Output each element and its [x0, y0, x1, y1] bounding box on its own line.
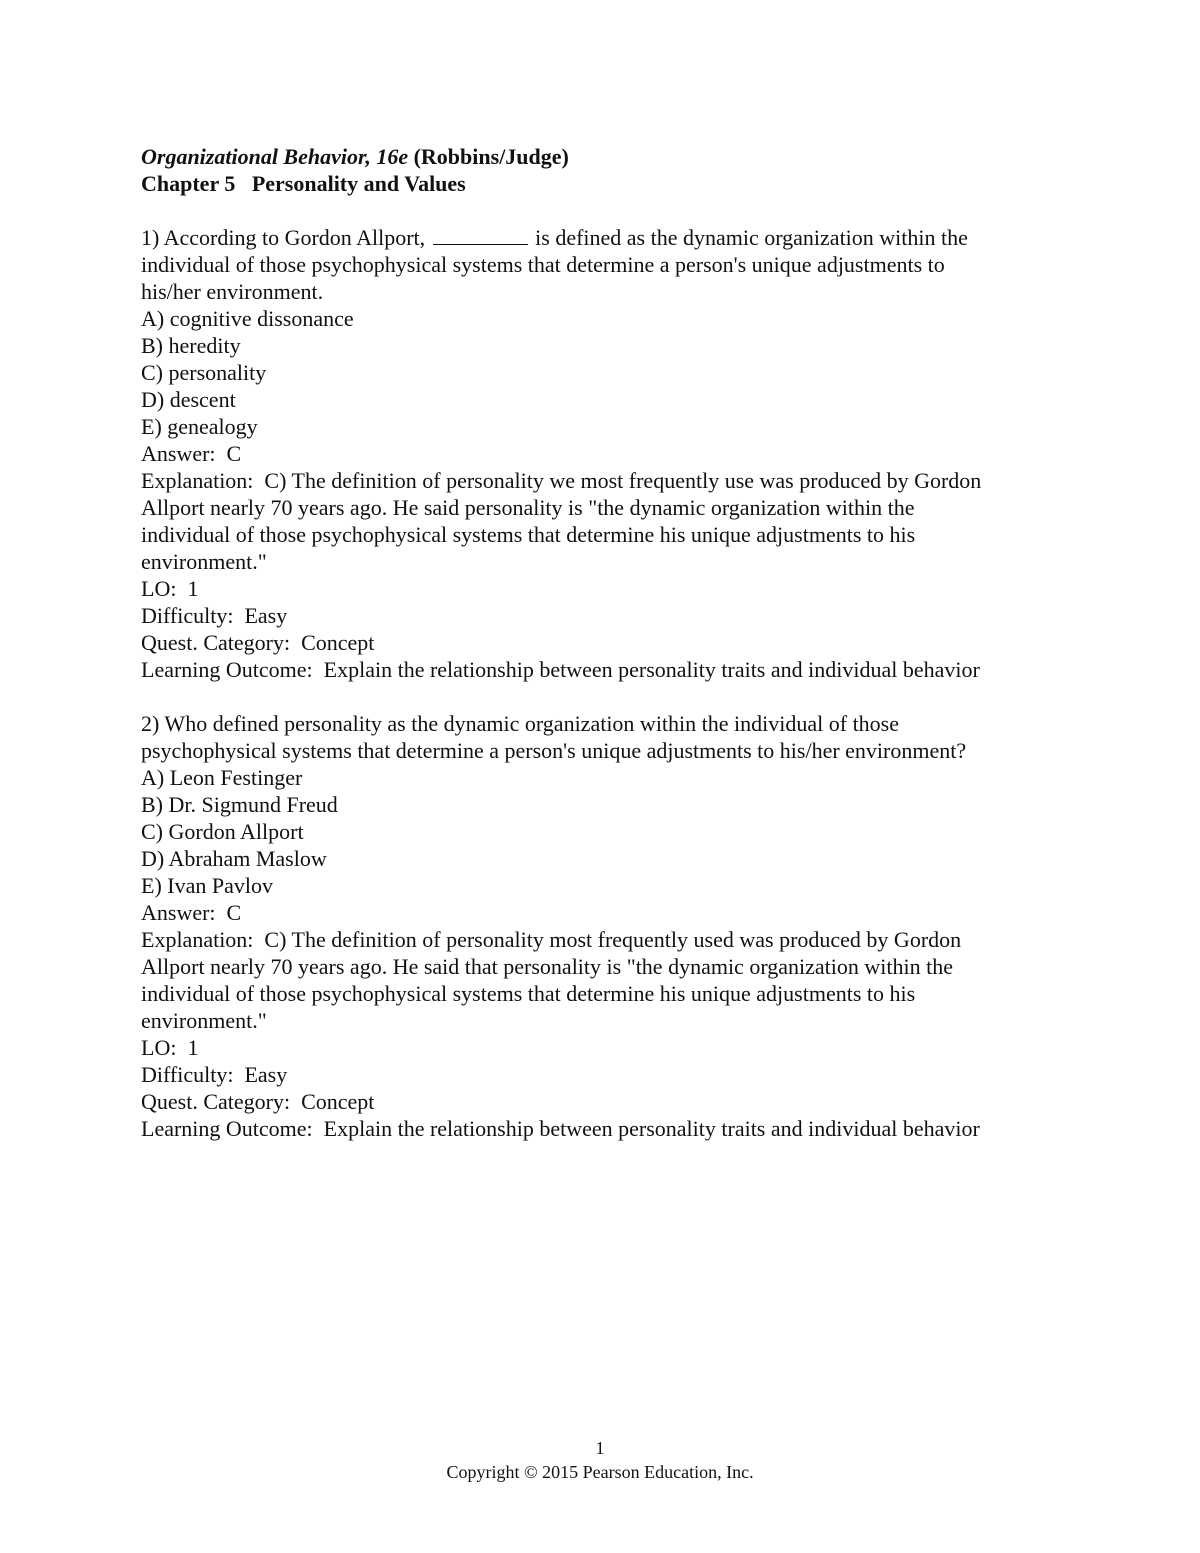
question-1-category: Quest. Category: Concept [141, 630, 375, 655]
question-2-category: Quest. Category: Concept [141, 1089, 375, 1114]
question-1-option-e: E) genealogy [141, 414, 258, 439]
copyright-notice: Copyright © 2015 Pearson Education, Inc. [446, 1462, 754, 1482]
question-2-lo: LO: 1 [141, 1035, 199, 1060]
question-1-learning-outcome: Learning Outcome: Explain the relationship between personality traits and individual behavior [141, 657, 980, 682]
chapter-title: Chapter 5 Personality and Values [141, 171, 466, 196]
question-1-stem-before-blank: 1) According to Gordon Allport, [141, 225, 426, 250]
page-number: 1 [595, 1438, 605, 1458]
question-2-explanation-line: individual of those psychophysical systems that determine his unique adjustments to his [141, 981, 916, 1006]
question-1-option-c: C) personality [141, 360, 267, 385]
book-authors: (Robbins/Judge) [413, 144, 569, 169]
question-1-explanation-line: Allport nearly 70 years ago. He said personality is "the dynamic organization within the [141, 495, 915, 520]
spacer [141, 683, 1071, 710]
question-1-stem-line: individual of those psychophysical systems that determine a person's unique adjustments to [141, 252, 945, 277]
spacer [141, 197, 1071, 224]
question-1-explanation-line: Explanation: C) The definition of personality we most frequently use was produced by Gordon [141, 468, 982, 493]
question-2 [141, 710, 1071, 1142]
question-2-option-e: E) Ivan Pavlov [141, 873, 273, 898]
page-content [141, 143, 1071, 1142]
question-1-stem-after-blank: is defined as the dynamic organization within the [535, 225, 968, 250]
question-1-difficulty: Difficulty: Easy [141, 603, 288, 628]
question-1-stem-first-line [141, 224, 1071, 251]
question-2-option-b: B) Dr. Sigmund Freud [141, 792, 338, 817]
question-2-option-a: A) Leon Festinger [141, 765, 303, 790]
question-2-learning-outcome: Learning Outcome: Explain the relationship between personality traits and individual behavior [141, 1116, 980, 1141]
question-1-explanation-line: individual of those psychophysical systems that determine his unique adjustments to his [141, 522, 916, 547]
question-1-lo: LO: 1 [141, 576, 199, 601]
question-2-explanation-line: Allport nearly 70 years ago. He said that personality is "the dynamic organization within the [141, 954, 953, 979]
question-1-explanation-line: environment." [141, 549, 267, 574]
question-1-stem-line: his/her environment. [141, 279, 324, 304]
question-1 [141, 224, 1071, 683]
book-title: Organizational Behavior, 16e [141, 144, 409, 169]
question-2-option-c: C) Gordon Allport [141, 819, 304, 844]
question-1-option-d: D) descent [141, 387, 236, 412]
question-2-stem-line: 2) Who defined personality as the dynamic organization within the individual of those [141, 711, 900, 736]
answer-blank [433, 226, 528, 245]
question-2-stem-line: psychophysical systems that determine a person's unique adjustments to his/her environment? [141, 738, 967, 763]
question-1-answer: Answer: C [141, 441, 242, 466]
question-2-explanation-line: Explanation: C) The definition of personality most frequently used was produced by Gordon [141, 927, 962, 952]
question-1-option-a: A) cognitive dissonance [141, 306, 354, 331]
book-header [141, 143, 1071, 170]
question-2-option-d: D) Abraham Maslow [141, 846, 327, 871]
question-1-option-b: B) heredity [141, 333, 241, 358]
question-2-explanation-line: environment." [141, 1008, 267, 1033]
question-2-difficulty: Difficulty: Easy [141, 1062, 288, 1087]
question-2-answer: Answer: C [141, 900, 242, 925]
